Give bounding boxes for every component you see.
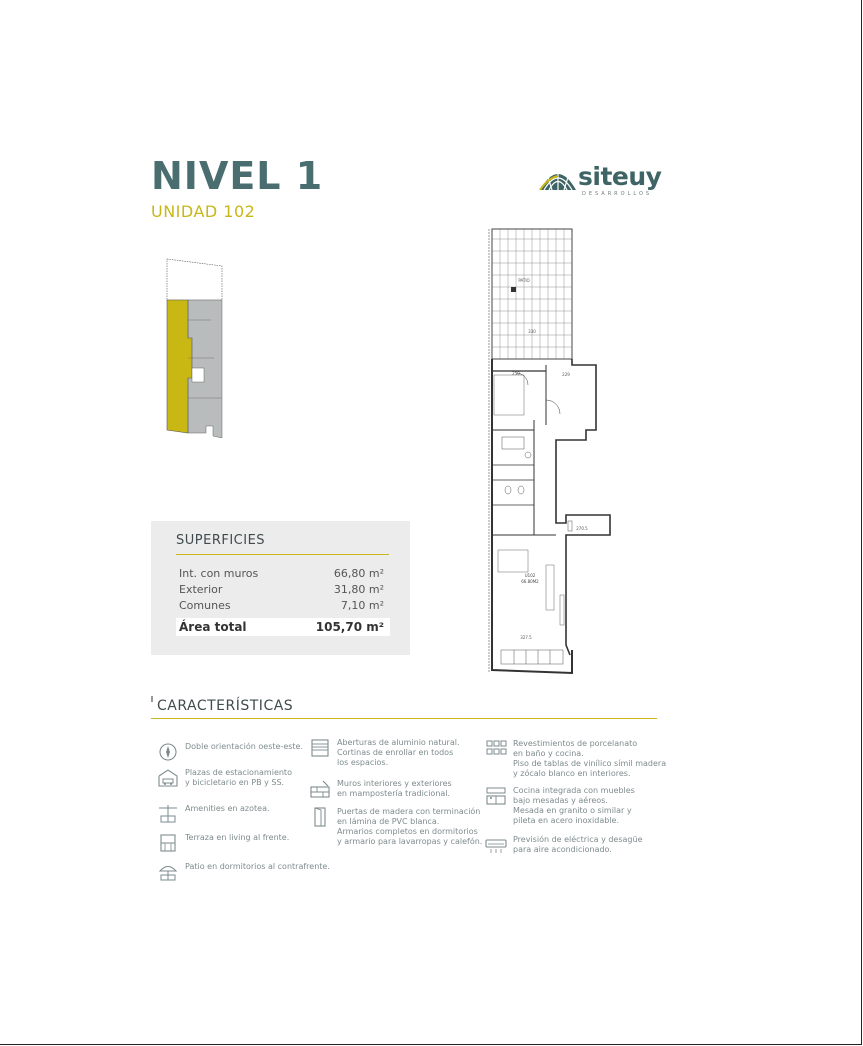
feature-text: los espacios. bbox=[337, 758, 389, 767]
feature-text: Previsión de eléctrica y desagüe bbox=[513, 835, 643, 844]
feature-text: y bicicletario en PB y SS. bbox=[185, 778, 285, 787]
plan-label-patio: PATIO bbox=[518, 278, 530, 283]
logo-dome-icon bbox=[538, 164, 578, 192]
rooftop-amenities-icon bbox=[157, 804, 179, 824]
superficies-title: SUPERFICIES bbox=[176, 533, 266, 548]
plan-dim-terrace: 330 bbox=[528, 329, 536, 334]
feature-text: Cortinas de enrollar en todos bbox=[337, 748, 454, 757]
total-value: 105,70 m² bbox=[315, 620, 384, 634]
feature-text: Patio en dormitorios al contrafrente. bbox=[185, 862, 330, 871]
feature-text: Terraza en living al frente. bbox=[185, 833, 290, 842]
surface-label: Comunes bbox=[179, 599, 231, 612]
terrace-icon bbox=[157, 833, 179, 853]
feature-text: Muros interiores y exteriores bbox=[337, 779, 452, 788]
superficies-divider bbox=[176, 554, 389, 555]
surface-value: 7,10 m² bbox=[340, 599, 384, 612]
window-shutter-icon bbox=[309, 738, 331, 758]
surface-value: 66,80 m² bbox=[333, 567, 384, 580]
feature-text: pileta en acero inoxidable. bbox=[513, 816, 619, 825]
caracteristicas-divider bbox=[151, 718, 657, 719]
unit-floor-plan bbox=[486, 225, 614, 685]
feature-text: Doble orientación oeste-este. bbox=[185, 742, 304, 751]
feature-text: bajo mesadas y aéreos. bbox=[513, 796, 608, 805]
brick-wall-icon bbox=[309, 779, 331, 799]
surface-label: Int. con muros bbox=[179, 567, 259, 580]
building-key-plan bbox=[166, 258, 226, 438]
plan-dim-bedroom: 250 bbox=[512, 371, 520, 376]
unit-subtitle: UNIDAD 102 bbox=[151, 202, 256, 221]
feature-text: en mampostería tradicional. bbox=[337, 789, 451, 798]
plan-dim-kitchen: 270.5 bbox=[576, 526, 588, 531]
feature-text: en lámina de PVC blanca. bbox=[337, 817, 440, 826]
section-mark bbox=[151, 696, 153, 702]
plan-dim-bedroom2: 229 bbox=[562, 372, 570, 377]
surface-value: 31,80 m² bbox=[333, 583, 384, 596]
plan-unit-label: U102 bbox=[524, 573, 536, 578]
page-title: NIVEL 1 bbox=[151, 154, 324, 198]
total-label: Área total bbox=[179, 620, 247, 634]
caracteristicas-title: CARACTERÍSTICAS bbox=[157, 698, 294, 714]
surface-label: Exterior bbox=[179, 583, 223, 596]
garage-car-icon bbox=[157, 768, 179, 788]
brand-logo bbox=[538, 162, 662, 198]
compass-icon bbox=[157, 742, 179, 762]
feature-text: y zócalo blanco en interiores. bbox=[513, 769, 631, 778]
feature-text: en baño y cocina. bbox=[513, 749, 584, 758]
door-icon bbox=[309, 807, 331, 827]
feature-text: Cocina integrada con muebles bbox=[513, 786, 635, 795]
patio-icon bbox=[157, 862, 179, 882]
air-conditioner-icon bbox=[485, 835, 507, 855]
logo-tagline: DESARROLLOS bbox=[582, 191, 653, 197]
feature-text: Revestimientos de porcelanato bbox=[513, 739, 638, 748]
feature-text: Armarios completos en dormitorios bbox=[337, 827, 478, 836]
kitchen-icon bbox=[485, 786, 507, 806]
plan-unit-area: 66.80M2 bbox=[521, 579, 539, 584]
feature-text: Puertas de madera con terminación bbox=[337, 807, 481, 816]
feature-text: Amenities en azotea. bbox=[185, 804, 270, 813]
surface-total-row bbox=[176, 618, 390, 636]
feature-text: Piso de tablas de vinílico símil madera bbox=[513, 759, 667, 768]
feature-text: para aire acondicionado. bbox=[513, 845, 612, 854]
feature-text: Plazas de estacionamiento bbox=[185, 768, 292, 777]
plan-dim-living: 327.5 bbox=[520, 635, 532, 640]
feature-text: Mesada en granito o similar y bbox=[513, 806, 632, 815]
patio-area bbox=[492, 229, 572, 359]
tiles-icon bbox=[485, 739, 507, 759]
superficies-panel bbox=[151, 521, 410, 655]
feature-text: Aberturas de aluminio natural. bbox=[337, 738, 460, 747]
feature-text: y armario para lavarropas y calefón. bbox=[337, 837, 483, 846]
logo-wordmark: siteuy bbox=[578, 162, 662, 191]
